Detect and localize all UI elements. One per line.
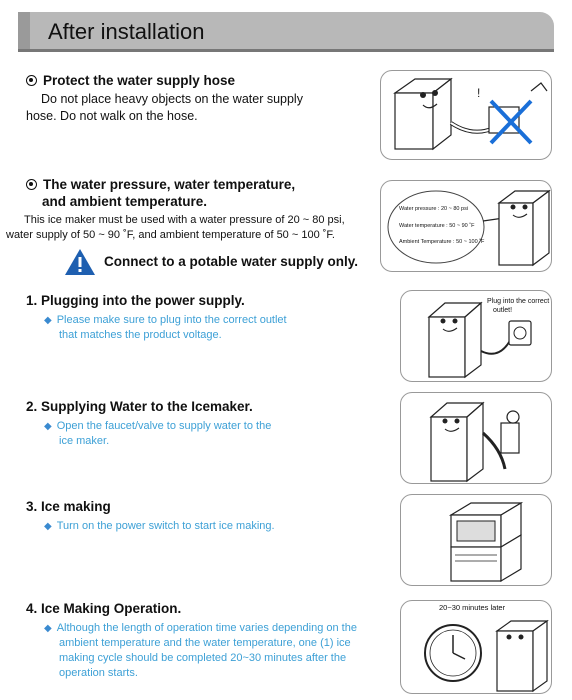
warning-triangle-icon [64,248,96,276]
step4-line2: ambient temperature and the water temperature, one (1) ice [59,637,351,649]
power-illustration [400,290,552,382]
hose-heading: Protect the water supply hose [43,73,236,88]
step3-line1: Turn on the power switch to start ice making. [56,520,275,532]
ice-making-illustration [400,494,552,586]
pressure-line1: This ice maker must be used with a water pressure of 20 ~ 80 psi, [24,214,345,226]
step2-line2: ice maker. [59,435,110,447]
diamond-bullet-icon: ◆ [44,521,52,532]
page-title: After installation [48,19,205,44]
section-step4 [26,600,386,681]
pressure-heading1: The water pressure, water temperature, [43,177,296,192]
warning-text: Connect to a potable water supply only. [104,254,359,269]
section-step1 [26,292,376,343]
water-supply-illustration [400,392,552,484]
timer-label: 20~30 minutes later [439,603,506,612]
pressure-heading2: and ambient temperature. [42,194,208,209]
radio-bullet-icon [26,75,37,86]
diamond-bullet-icon: ◆ [44,315,52,326]
step1-line2: that matches the product voltage. [59,329,222,341]
step4-line1: Although the length of operation time varies depending on the [56,622,357,634]
section-step3 [26,498,376,534]
step2-heading: 2. Supplying Water to the Icemaker. [26,399,253,414]
section-header [18,12,554,52]
step3-heading: 3. Ice making [26,499,111,514]
svg-text:!: ! [477,86,481,100]
ambient-temp-label: Ambient Temperature : 50 ~ 100 ˚F [399,239,485,245]
pressure-illustration [380,180,552,272]
pressure-label: Water pressure : 20 ~ 80 psi [399,206,469,212]
hose-line2: hose. Do not walk on the hose. [26,109,198,123]
section-pressure [26,176,376,210]
step4-line3: making cycle should be completed 20~30 minutes after the [59,652,347,664]
section-step2 [26,398,376,449]
step4-heading: 4. Ice Making Operation. [26,601,182,616]
step1-heading: 1. Plugging into the power supply. [26,293,245,308]
plug-label-1: Plug into the correct [487,298,550,305]
diamond-bullet-icon: ◆ [44,421,52,432]
hose-line1: Do not place heavy objects on the water supply [41,92,303,106]
step2-line1: Open the faucet/valve to supply water to the [56,420,272,432]
diamond-bullet-icon: ◆ [44,623,52,634]
step4-line4: operation starts. [59,667,138,679]
section-hose [26,72,366,125]
pressure-line2: water supply of 50 ~ 90 ˚F, and ambient temperature of 50 ~ 100 ˚F. [6,229,335,241]
icemaker-hose-icon [381,71,552,160]
operation-illustration [400,600,552,694]
water-temp-label: Water temperature : 50 ~ 90 ˚F [399,223,475,229]
hose-illustration [380,70,552,160]
plug-label-2: outlet! [493,307,513,314]
radio-bullet-icon [26,179,37,190]
step1-line1: Please make sure to plug into the correct outlet [56,314,287,326]
warning-row [64,248,359,278]
